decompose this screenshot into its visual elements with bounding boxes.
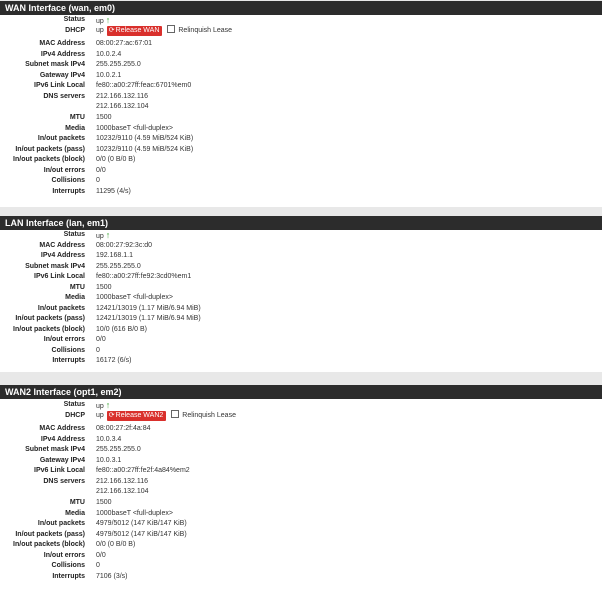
mac-row — [0, 241, 602, 251]
inout-block-row — [0, 325, 602, 335]
release-wan-label: Release WAN — [115, 27, 160, 34]
collisions-value: 0 — [96, 562, 100, 569]
inout-block-label: In/out packets (block) — [13, 156, 85, 163]
inout-block-value: 0/0 (0 B/0 B) — [96, 156, 136, 163]
dns-value-1: 212.166.132.116 — [96, 92, 149, 100]
wan2-interface-title: WAN2 Interface (opt1, em2) — [0, 385, 602, 399]
gateway-label: Gateway IPv4 — [39, 71, 85, 79]
collisions-row — [0, 176, 602, 186]
mac-value: 08:00:27:ac:67:01 — [96, 40, 153, 47]
inout-block-value: 10/0 (616 B/0 B) — [96, 325, 147, 333]
subnet-row — [0, 60, 602, 70]
relinquish-lease-checkbox[interactable] — [171, 410, 179, 418]
inout-packets-value: 10232/9110 (4.59 MiB/524 KiB) — [96, 135, 194, 142]
mac-row — [0, 424, 602, 434]
refresh-icon: ⟳ — [108, 27, 115, 34]
media-row — [0, 509, 602, 519]
interrupts-row — [0, 356, 602, 366]
wan-interface-title: WAN Interface (wan, em0) — [0, 1, 602, 15]
release-wan2-label: Release WAN2 — [115, 412, 164, 419]
relinquish-lease-checkbox[interactable] — [167, 25, 175, 33]
ipv6-label: IPv6 Link Local — [34, 82, 85, 89]
inout-packets-row — [0, 134, 602, 144]
lan-interface-title: LAN Interface (lan, em1) — [0, 216, 602, 230]
inout-errors-label: In/out errors — [43, 336, 85, 343]
media-value: 1000baseT <full-duplex> — [96, 124, 173, 132]
release-wan2-button[interactable] — [107, 411, 166, 421]
relinquish-lease-label: Relinquish Lease — [178, 27, 233, 34]
dns-row-2 — [0, 487, 602, 497]
subnet-value: 255.255.255.0 — [96, 262, 141, 270]
ipv6-row — [0, 466, 602, 476]
interrupts-value: 7106 (3/s) — [96, 572, 128, 580]
inout-errors-value: 0/0 — [96, 166, 106, 174]
dns-label: DNS servers — [43, 477, 85, 485]
inout-errors-row — [0, 166, 602, 176]
dhcp-value: up — [96, 27, 104, 34]
mtu-label: MTU — [69, 114, 85, 121]
inout-packets-row — [0, 304, 602, 314]
status-value: up — [96, 403, 104, 410]
collisions-value: 0 — [96, 177, 100, 184]
dhcp-label: DHCP — [65, 27, 85, 34]
inout-packets-row — [0, 519, 602, 529]
inout-block-label: In/out packets (block) — [13, 541, 85, 548]
gateway-row — [0, 456, 602, 466]
ipv4-value: 10.0.2.4 — [96, 50, 122, 58]
dns-label: DNS servers — [43, 92, 85, 100]
mtu-value: 1500 — [96, 499, 112, 506]
subnet-value: 255.255.255.0 — [96, 446, 141, 453]
status-row — [0, 15, 602, 25]
media-row — [0, 124, 602, 134]
status-label: Status — [63, 231, 85, 238]
gateway-value: 10.0.3.1 — [96, 456, 122, 464]
ipv6-label: IPv6 Link Local — [34, 467, 85, 474]
subnet-label: Subnet mask IPv4 — [25, 262, 85, 270]
mtu-value: 1500 — [96, 283, 112, 291]
inout-pass-label: In/out packets (pass) — [15, 145, 85, 153]
collisions-label: Collisions — [51, 177, 85, 184]
media-label: Media — [65, 124, 85, 132]
inout-errors-row — [0, 335, 602, 345]
mac-label: MAC Address — [39, 425, 85, 432]
gateway-row — [0, 71, 602, 81]
inout-packets-label: In/out packets — [37, 304, 85, 312]
interrupts-value: 16172 (6/s) — [96, 357, 132, 364]
gateway-label: Gateway IPv4 — [39, 456, 85, 464]
up-arrow-icon: ↑ — [105, 230, 111, 240]
mtu-row — [0, 498, 602, 508]
subnet-value: 255.255.255.0 — [96, 61, 141, 68]
mtu-label: MTU — [69, 499, 85, 506]
interrupts-label: Interrupts — [52, 187, 85, 195]
mac-label: MAC Address — [39, 40, 85, 47]
lan-interface-panel — [0, 216, 602, 372]
inout-packets-label: In/out packets — [37, 135, 85, 142]
mac-value: 08:00:27:2f:4a:84 — [96, 425, 151, 432]
inout-errors-label: In/out errors — [43, 551, 85, 559]
ipv4-value: 192.168.1.1 — [96, 252, 133, 259]
inout-block-value: 0/0 (0 B/0 B) — [96, 541, 136, 548]
mac-row — [0, 39, 602, 49]
interrupts-value: 11295 (4/s) — [96, 187, 131, 195]
media-row — [0, 293, 602, 303]
ipv6-row — [0, 272, 602, 282]
refresh-icon: ⟳ — [108, 412, 115, 419]
interrupts-row — [0, 187, 602, 197]
inout-errors-label: In/out errors — [43, 166, 85, 174]
interrupts-row — [0, 572, 602, 582]
mtu-value: 1500 — [96, 114, 112, 121]
status-row — [0, 400, 602, 410]
inout-pass-value: 10232/9110 (4.59 MiB/524 KiB) — [96, 145, 194, 153]
dns-row — [0, 92, 602, 102]
collisions-row — [0, 561, 602, 571]
ipv4-label: IPv4 Address — [40, 435, 85, 443]
inout-pass-row — [0, 145, 602, 155]
dns-value-2: 212.166.132.104 — [96, 488, 149, 495]
dhcp-value: up — [96, 412, 104, 419]
interrupts-label: Interrupts — [52, 572, 85, 580]
mtu-row — [0, 113, 602, 123]
inout-block-row — [0, 155, 602, 165]
up-arrow-icon: ↑ — [105, 15, 111, 25]
relinquish-lease-label: Relinquish Lease — [182, 412, 236, 419]
media-value: 1000baseT <full-duplex> — [96, 294, 173, 301]
ipv4-label: IPv4 Address — [40, 50, 85, 58]
inout-block-label: In/out packets (block) — [13, 325, 85, 333]
ipv4-label: IPv4 Address — [40, 252, 85, 259]
ipv6-value: fe80::a00:27ff:fe2f:4a84%em2 — [96, 467, 190, 474]
ipv6-value: fe80::a00:27ff:fe92:3cd0%em1 — [96, 273, 192, 280]
collisions-label: Collisions — [51, 562, 85, 569]
wan2-interface-panel — [0, 385, 602, 591]
dns-row-2 — [0, 102, 602, 112]
mac-label: MAC Address — [39, 241, 85, 249]
inout-packets-value: 12421/13019 (1.17 MiB/6.94 MiB) — [96, 304, 201, 312]
ipv6-label: IPv6 Link Local — [34, 273, 85, 280]
mac-value: 08:00:27:92:3c:d0 — [96, 241, 153, 249]
subnet-row — [0, 262, 602, 272]
media-label: Media — [65, 294, 85, 301]
subnet-row — [0, 445, 602, 455]
collisions-label: Collisions — [51, 346, 85, 354]
dhcp-row — [0, 411, 602, 421]
inout-pass-row — [0, 530, 602, 540]
status-value: up — [96, 233, 104, 240]
inout-block-row — [0, 540, 602, 550]
mtu-label: MTU — [69, 283, 85, 291]
mtu-row — [0, 283, 602, 293]
inout-pass-row — [0, 314, 602, 324]
ipv6-row — [0, 81, 602, 91]
inout-pass-value: 12421/13019 (1.17 MiB/6.94 MiB) — [96, 315, 201, 322]
dhcp-label: DHCP — [65, 412, 85, 419]
wan-interface-panel — [0, 1, 602, 207]
status-row — [0, 230, 602, 240]
ipv4-row — [0, 50, 602, 60]
subnet-label: Subnet mask IPv4 — [25, 61, 85, 68]
collisions-value: 0 — [96, 346, 100, 354]
inout-errors-value: 0/0 — [96, 336, 106, 343]
inout-errors-row — [0, 551, 602, 561]
inout-errors-value: 0/0 — [96, 551, 106, 559]
inout-pass-label: In/out packets (pass) — [15, 530, 85, 538]
status-value: up — [96, 18, 104, 25]
release-wan-button[interactable] — [107, 26, 163, 36]
media-value: 1000baseT <full-duplex> — [96, 509, 173, 517]
media-label: Media — [65, 509, 85, 517]
up-arrow-icon: ↑ — [105, 400, 111, 410]
interrupts-label: Interrupts — [52, 357, 85, 364]
ipv4-row — [0, 251, 602, 261]
gateway-value: 10.0.2.1 — [96, 71, 122, 79]
subnet-label: Subnet mask IPv4 — [25, 446, 85, 453]
inout-pass-label: In/out packets (pass) — [15, 315, 85, 322]
ipv4-value: 10.0.3.4 — [96, 435, 122, 443]
inout-packets-label: In/out packets — [37, 520, 85, 527]
status-label: Status — [63, 16, 85, 23]
dhcp-row — [0, 26, 602, 36]
inout-packets-value: 4979/5012 (147 KiB/147 KiB) — [96, 520, 187, 527]
dns-value-2: 212.166.132.104 — [96, 103, 149, 110]
collisions-row — [0, 346, 602, 356]
dns-value-1: 212.166.132.116 — [96, 477, 149, 485]
ipv4-row — [0, 435, 602, 445]
inout-pass-value: 4979/5012 (147 KiB/147 KiB) — [96, 530, 187, 538]
status-label: Status — [63, 401, 85, 408]
ipv6-value: fe80::a00:27ff:feac:6701%em0 — [96, 82, 192, 89]
dns-row — [0, 477, 602, 487]
